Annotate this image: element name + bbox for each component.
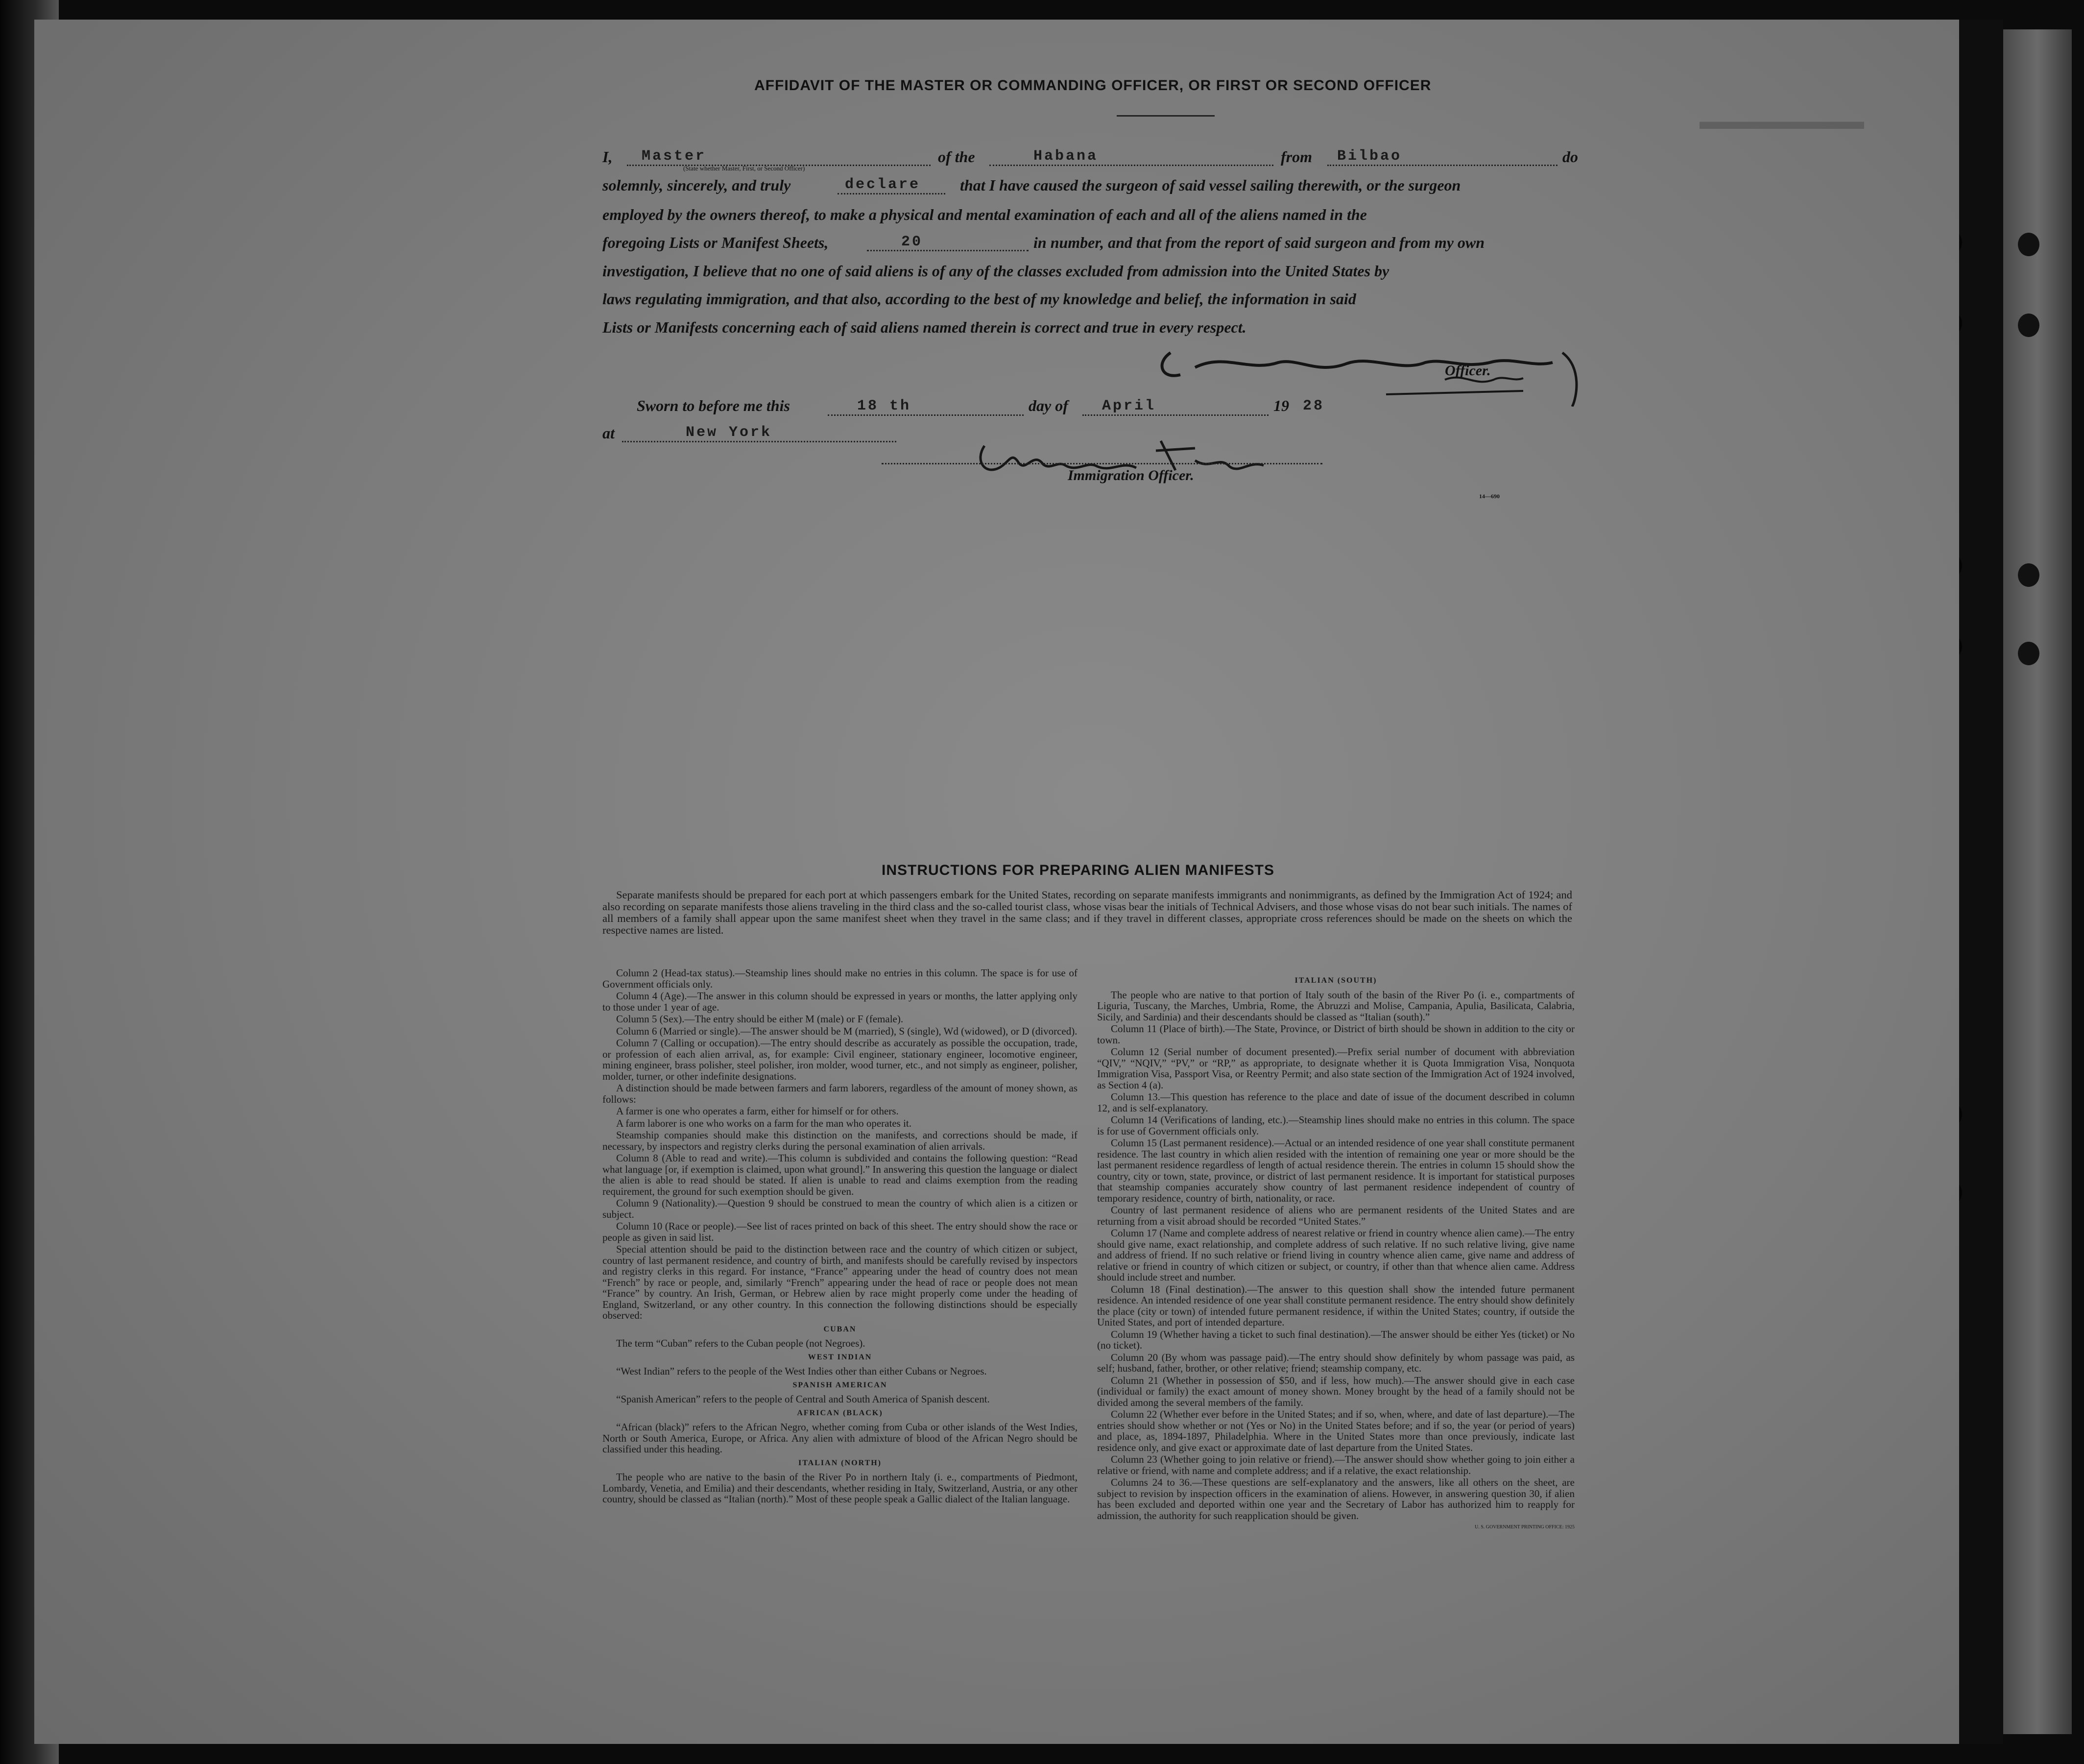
- instruction-paragraph: Column 11 (Place of birth).—The State, Province, or District of birth should be shown in addition to the city or town.: [1097, 1023, 1575, 1046]
- vessel-field: [989, 146, 1273, 166]
- manifest-sheet: [34, 20, 1959, 1744]
- instruction-paragraph: Country of last permanent residence of aliens who are permanent residents of the United States and are returning from a visit abroad should be recorded “United States.”: [1097, 1204, 1575, 1227]
- affidavit-text: in number, and that from the report of said surgeon and from my own: [1033, 234, 1485, 251]
- binder-ring: [2018, 642, 2039, 665]
- instructions-left-column: [602, 967, 1078, 1506]
- instruction-paragraph: Column 17 (Name and complete address of nearest relative or friend in country whence alien came).—The entry should give name, exact relationship, and complete address of such relative. If no such relative living, give name and address of friend. If no such relative or friend living in country whence alien came, give name and address of relative or friend in country of which citizen or subject, or country, if other than that whence alien came. Address should include street and number.: [1097, 1227, 1575, 1283]
- instructions-title: INSTRUCTIONS FOR PREPARING ALIEN MANIFESTS: [882, 862, 1275, 878]
- instruction-paragraph: Special attention should be paid to the distinction between race and the country of which citizen or subject, country of last permanent residence, and country of birth, and manifests should be carefully revised by inspectors and registry clerks in this regard. For instance, “France” appearing under the head of country does not mean “French” by race or people, and, similarly “French” appearing under the head of race or people does not mean “France” by country. An Irish, German, or Hebrew alien by race might properly come under the heading of England, Switzerland, or any other country. In this connection the following distinctions should be especially observed:: [602, 1243, 1078, 1321]
- declare-value: declare: [845, 176, 921, 193]
- left-paragraphs: [602, 967, 1078, 1321]
- west-indian-heading: WEST INDIAN: [808, 1353, 872, 1361]
- affidavit-text: laws regulating immigration, and that also, according to the best of my knowledge and belief, the information in said: [602, 290, 1356, 308]
- vessel-value: Habana: [1033, 148, 1099, 165]
- cuban-heading: CUBAN: [823, 1325, 857, 1333]
- instruction-paragraph: Column 8 (Able to read and write).—This column is subdivided and contains the following question: “Read what language [or, if exemption is claimed, upon what ground].” In answering this question the language or dialect the alien is able to read should be stated. If alien is unable to read and claims exemption from the reading requirement, the ground for such exemption should be given.: [602, 1152, 1078, 1197]
- instruction-paragraph: A farmer is one who operates a farm, either for himself or for others.: [616, 1105, 899, 1117]
- officer-label: Officer.: [1445, 362, 1491, 379]
- instruction-paragraph: Column 6 (Married or single).—The answer should be M (married), S (single), Wd (widowed), or D (divorced).: [616, 1025, 1078, 1037]
- form-number: 14—690: [1479, 493, 1500, 500]
- scan-gap: [1959, 20, 2003, 1744]
- african-heading: AFRICAN (BLACK): [797, 1408, 883, 1417]
- west-indian-text: “West Indian” refers to the people of the West Indies other than either Cubans or Negroes.: [616, 1365, 987, 1377]
- instruction-paragraph: A farm laborer is one who works on a farm for the man who operates it.: [616, 1117, 911, 1129]
- port-value: Bilbao: [1337, 148, 1402, 165]
- title-rule: [1117, 115, 1215, 117]
- instruction-paragraph: Column 2 (Head-tax status).—Steamship lines should make no entries in this column. The space is for use of Government officials only.: [602, 967, 1078, 990]
- instruction-paragraph: Columns 24 to 36.—These questions are self-explanatory and the answers, like all others on the sheet, are subject to revision by inspection officers in the examination of aliens. However, in answering question 30, if alien has been excluded and deported within one year and the Secretary of Labor has authorized him to reapply for admission, the authority for such reapplication should be given.: [1097, 1476, 1575, 1522]
- instruction-paragraph: Column 21 (Whether in possession of $50, and if less, how much).—The answer should give in each case (individual or family) the exact amount of money shown. Money brought by the head of a family should not be divided among the several members of the family.: [1097, 1374, 1575, 1408]
- instruction-paragraph: Column 14 (Verifications of landing, etc.).—Steamship lines should make no entries in this column. The space is for use of Government officials only.: [1097, 1114, 1575, 1137]
- instruction-paragraph: Column 23 (Whether going to join relative or friend).—The answer should show whether going to join either a relative or friend, with name and complete address; and if a relative, the exact relationship.: [1097, 1453, 1575, 1476]
- italian-north-heading: ITALIAN (NORTH): [798, 1458, 882, 1467]
- sworn-month: April: [1102, 398, 1156, 414]
- affidavit-text: Sworn to before me this: [637, 397, 790, 414]
- instruction-paragraph: Column 15 (Last permanent residence).—Actual or an intended residence of one year shall constitute permanent residence. The last country in which alien resided with the intention of remaining one year or more should be the last permanent residence regardless of length of actual residence therein. The entries in column 15 should show the country, city or town, state, province, or district of last permanent residence. It is important for statistical purposes that steamship companies accurately show country of last permanent residence independent of country of temporary residence, country of birth, nationality, or race.: [1097, 1137, 1575, 1204]
- instruction-paragraph: Column 10 (Race or people).—See list of races printed on back of this sheet. The entry should show the race or people as given in said list.: [602, 1220, 1078, 1243]
- affidavit-text: foregoing Lists or Manifest Sheets,: [602, 234, 829, 251]
- italian-south-heading: ITALIAN (SOUTH): [1294, 976, 1377, 985]
- instruction-paragraph: Column 4 (Age).—The answer in this column should be expressed in years or months, the latter applying only to those under 1 year of age.: [602, 990, 1078, 1013]
- right-paragraphs: [1097, 990, 1575, 1522]
- place-value: New York: [686, 424, 772, 441]
- affidavit-title: AFFIDAVIT OF THE MASTER OR COMMANDING OFFICER, OR FIRST OR SECOND OFFICER: [754, 77, 1432, 94]
- instruction-paragraph: Column 19 (Whether having a ticket to such final destination).—The answer should be either Yes (ticket) or No (no ticket).: [1097, 1328, 1575, 1351]
- sheets-count: 20: [901, 234, 923, 250]
- instruction-paragraph: Column 9 (Nationality).—Question 9 should be construed to mean the country of which alien is a citizen or subject.: [602, 1197, 1078, 1220]
- binder-ring: [2018, 314, 2039, 337]
- cuban-text: The term “Cuban” refers to the Cuban people (not Negroes).: [616, 1337, 865, 1349]
- affidavit-text: I,: [602, 148, 613, 166]
- binder-ring: [2018, 233, 2039, 256]
- signature-line: [882, 463, 1322, 464]
- sworn-day: 18 th: [857, 398, 911, 414]
- affidavit-text: at: [602, 424, 615, 442]
- instruction-paragraph: Column 5 (Sex).—The entry should be either M (male) or F (female).: [616, 1013, 904, 1025]
- master-note: (State whether Master, First, or Second Officer): [683, 165, 805, 172]
- instruction-paragraph: Column 12 (Serial number of document presented).—Prefix serial number of document with abbreviation “QIV,” “NQIV,” “PV,” or “RP,” as appropriate, to designate whether it is Quota Immigration Visa, Nonquota Immigration Visa, Passport Visa, or Reentry Permit; and also state section of the Immigration Act of 1924 involved, as Section 4 (a).: [1097, 1046, 1575, 1091]
- printing-office: U. S. GOVERNMENT PRINTING OFFICE: 1925: [1475, 1524, 1575, 1530]
- affidavit-text: Lists or Manifests concerning each of said aliens named therein is correct and true in every respect.: [602, 318, 1246, 336]
- instruction-paragraph: Column 7 (Calling or occupation).—The entry should describe as accurately as possible the occupation, trade, or profession of each alien arrival, as, for example: Civil engineer, stationary engineer, locomotive engineer, mining engineer, brass polisher, steel polisher, iron molder, wood turner, etc., and not simply as engineer, polisher, molder, turner, or other indefinite designations.: [602, 1037, 1078, 1082]
- instructions-intro: Separate manifests should be prepared for each port at which passengers embark for the United States, recording on separate manifests immigrants and nonimmigrants, as defined by the Immigration Act of 1924; and also recording on separate manifests those aliens traveling in the third class and the so-called tourist class, whose visas bear the initials of Technical Advisers, and those whose visas do not bear such initials. The names of all members of a family shall appear upon the same manifest sheet when they travel in the same class; and if they travel in different classes, appropriate cross references should be made on the sheets on which the respective names are listed.: [602, 889, 1572, 936]
- affidavit-text: employed by the owners thereof, to make a physical and mental examination of each and all of the aliens named in the: [602, 206, 1367, 223]
- master-value: Master: [642, 148, 707, 165]
- sheets-field: [867, 231, 1029, 251]
- instruction-paragraph: Column 22 (Whether ever before in the United States; and if so, when, where, and date of last departure).—The entries should show whether or not (Yes or No) in the United States before; and if so, the year (or period of years) and place, as, 1894-1897, Philadelphia. Where in the United States more than once previously, indicate last residence only, and give exact or approximate date of last departure from the United States.: [1097, 1408, 1575, 1453]
- instruction-paragraph: Column 20 (By whom was passage paid).—The entry should show definitely by whom passage was paid, as self; husband, father, brother, or other relative; friend; steamship company, etc.: [1097, 1351, 1575, 1374]
- instruction-paragraph: The people who are native to that portion of Italy south of the basin of the River Po (i. e., compartments of Liguria, Tuscany, the Marches, Umbria, Rome, the Abruzzi and Molise, Campania, Apulia, Basilicata, Calabria, Sicily, and Sardinia) and their descendants should be classed as “Italian (south).”: [1097, 989, 1575, 1023]
- bleed-through: ▬▬▬▬▬▬▬: [1700, 108, 1864, 134]
- year-prefix: 19: [1273, 397, 1289, 414]
- affidavit-text: from: [1281, 148, 1312, 166]
- affidavit-text: solemnly, sincerely, and truly: [602, 176, 791, 194]
- affidavit-text: day of: [1029, 397, 1068, 414]
- african-text: “African (black)” refers to the African Negro, whether coming from Cuba or other islands of the West Indies, North or South America, Europe, or Africa. Any alien with admixture of blood of the African Negro should be classified under this heading.: [602, 1421, 1078, 1455]
- instruction-paragraph: A distinction should be made between farmers and farm laborers, regardless of the amount of money shown, as follows:: [602, 1082, 1078, 1105]
- binder-ring: [2018, 563, 2039, 587]
- instructions-right-column: [1097, 972, 1575, 1533]
- affidavit-text: do: [1562, 148, 1578, 166]
- instruction-paragraph: Column 13.—This question has reference to the place and date of issue of the document described in column 12, and is self-explanatory.: [1097, 1091, 1575, 1114]
- affidavit-text: of the: [938, 148, 975, 166]
- affidavit-text: that I have caused the surgeon of said vessel sailing therewith, or the surgeon: [960, 176, 1461, 194]
- spanish-american-heading: SPANISH AMERICAN: [792, 1380, 887, 1389]
- sworn-year: 28: [1303, 398, 1325, 414]
- binder-strip: [2003, 29, 2072, 1734]
- spanish-american-text: “Spanish American” refers to the people of Central and South America of Spanish descent.: [616, 1393, 990, 1405]
- affidavit-text: investigation, I believe that no one of said aliens is of any of the classes excluded from admission into the United States by: [602, 262, 1389, 280]
- immigration-officer-label: Immigration Officer.: [1068, 467, 1194, 483]
- italian-north-text: The people who are native to the basin of the River Po in northern Italy (i. e., compartments of Piedmont, Lombardy, Venetia, and Emilia) and their descendants, whether residing in Italy, Switzerland, Austria, or any other country, should be classed as “Italian (north).” Most of these people speak a Gallic dialect of the Italian language.: [602, 1471, 1078, 1505]
- instruction-paragraph: Steamship companies should make this distinction on the manifests, and corrections should be made, if necessary, by inspectors and registry clerks during the personal examination of alien arrivals.: [602, 1129, 1078, 1152]
- instruction-paragraph: Column 18 (Final destination).—The answer to this question shall show the intended future permanent residence. An intended residence of one year shall constitute permanent residence. The entry should show definitely the place (city or town) of intended future permanent residence, if within the United States; country, if outside the United States, and port of intended departure.: [1097, 1283, 1575, 1328]
